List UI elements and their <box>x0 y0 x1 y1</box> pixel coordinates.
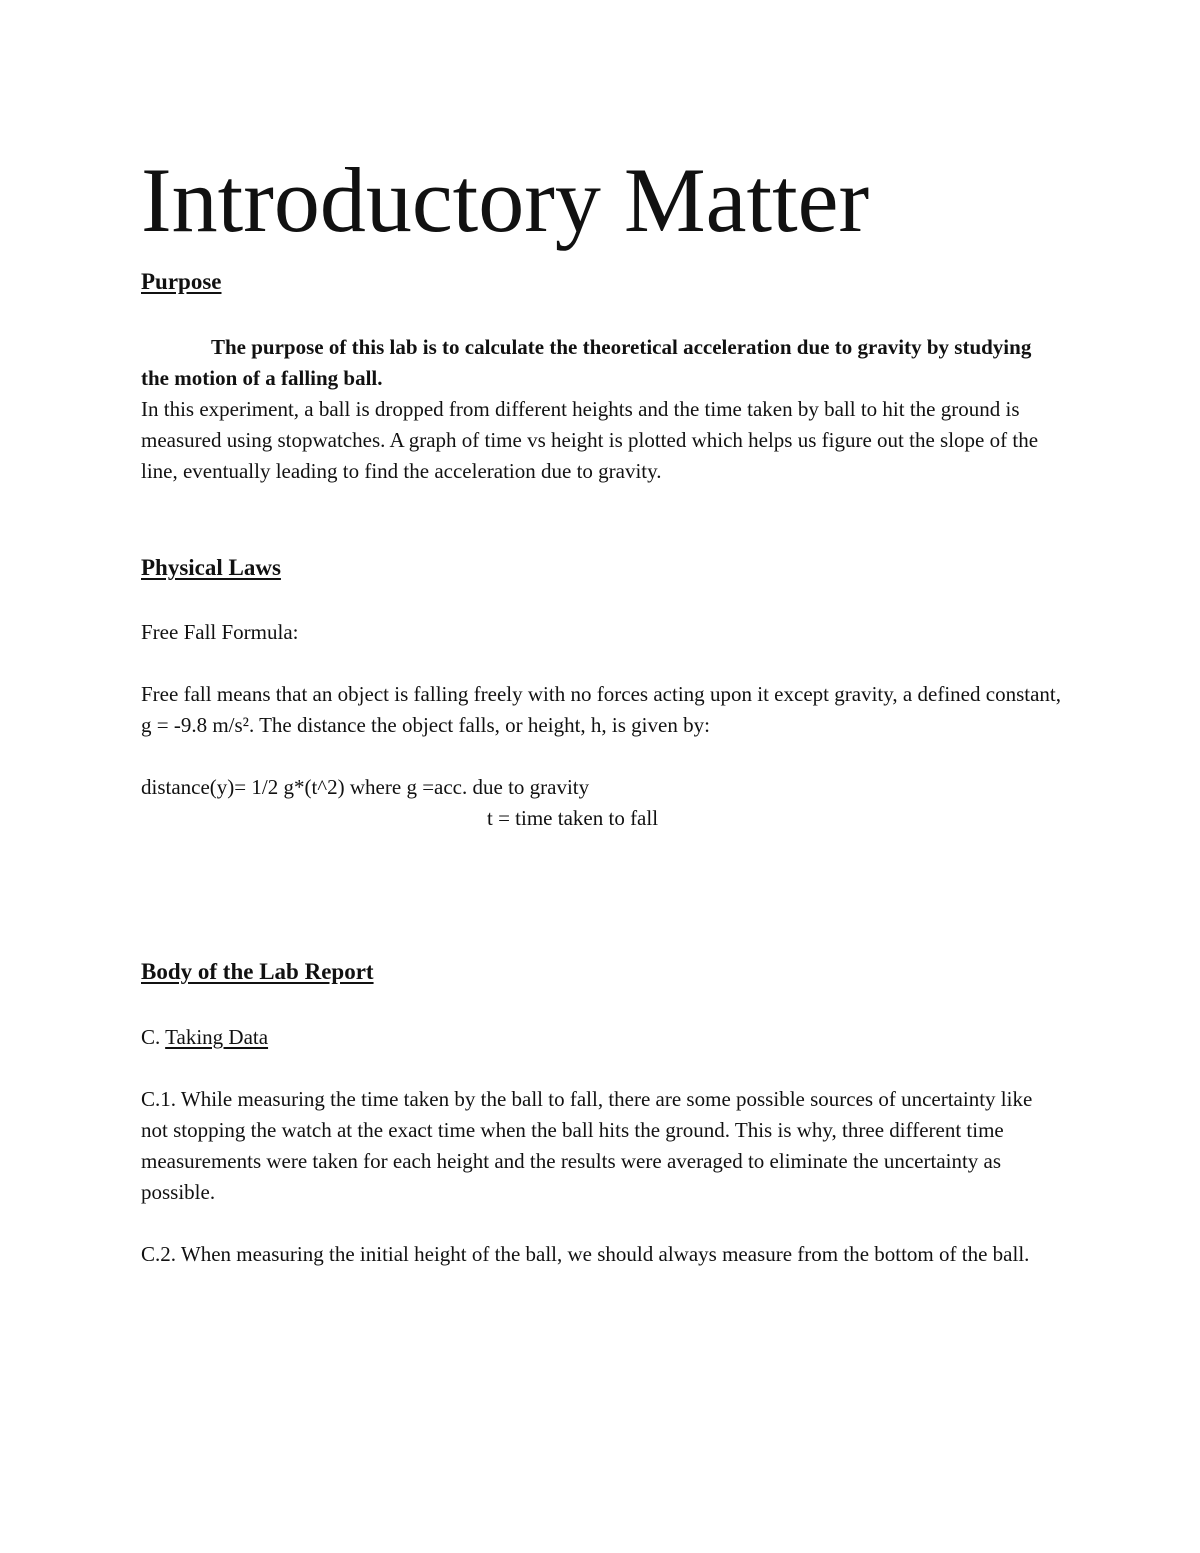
paragraph-c2: C.2. When measuring the initial height of the ball, we should always measure from the bottom of the ball. <box>141 1242 1030 1266</box>
formula-line-1: distance(y)= 1/2 g*(t^2) where g =acc. due to gravity <box>141 775 590 799</box>
section-c-prefix: C. <box>141 1025 161 1049</box>
purpose-description: In this experiment, a ball is dropped from different heights and the time taken by ball to hit the ground is measured using stopwatches. A graph of time vs height is plotted which helps us figure out the slope of the line, eventually leading to find the acceleration due to gravity. <box>141 397 1039 483</box>
free-fall-description: Free fall means that an object is falling freely with no forces acting upon it except gravity, a defined constant, g = -9.8 m/s². The distance the object falls, or height, h, is given by: <box>141 682 1061 737</box>
section-c-name: Taking Data <box>165 1025 269 1049</box>
purpose-heading: Purpose <box>141 269 222 294</box>
free-fall-formula-label: Free Fall Formula: <box>141 620 299 644</box>
document-title: Introductory Matter <box>141 149 870 251</box>
paragraph-c1: C.1. While measuring the time taken by the ball to fall, there are some possible sources of uncertainty like not stopping the watch at the exact time when the ball hits the ground. This is why, three different time measurements were taken for each height and the results were averaged to eliminate the uncertainty as possible. <box>141 1087 1033 1204</box>
purpose-statement: The purpose of this lab is to calculate the theoretical acceleration due to gravity by studying the motion of a falling ball. <box>141 335 1032 390</box>
section-c-title <box>141 1022 268 1053</box>
formula-line-2: t = time taken to fall <box>487 806 659 830</box>
body-heading: Body of the Lab Report <box>141 959 374 984</box>
physical-laws-heading: Physical Laws <box>141 555 281 580</box>
